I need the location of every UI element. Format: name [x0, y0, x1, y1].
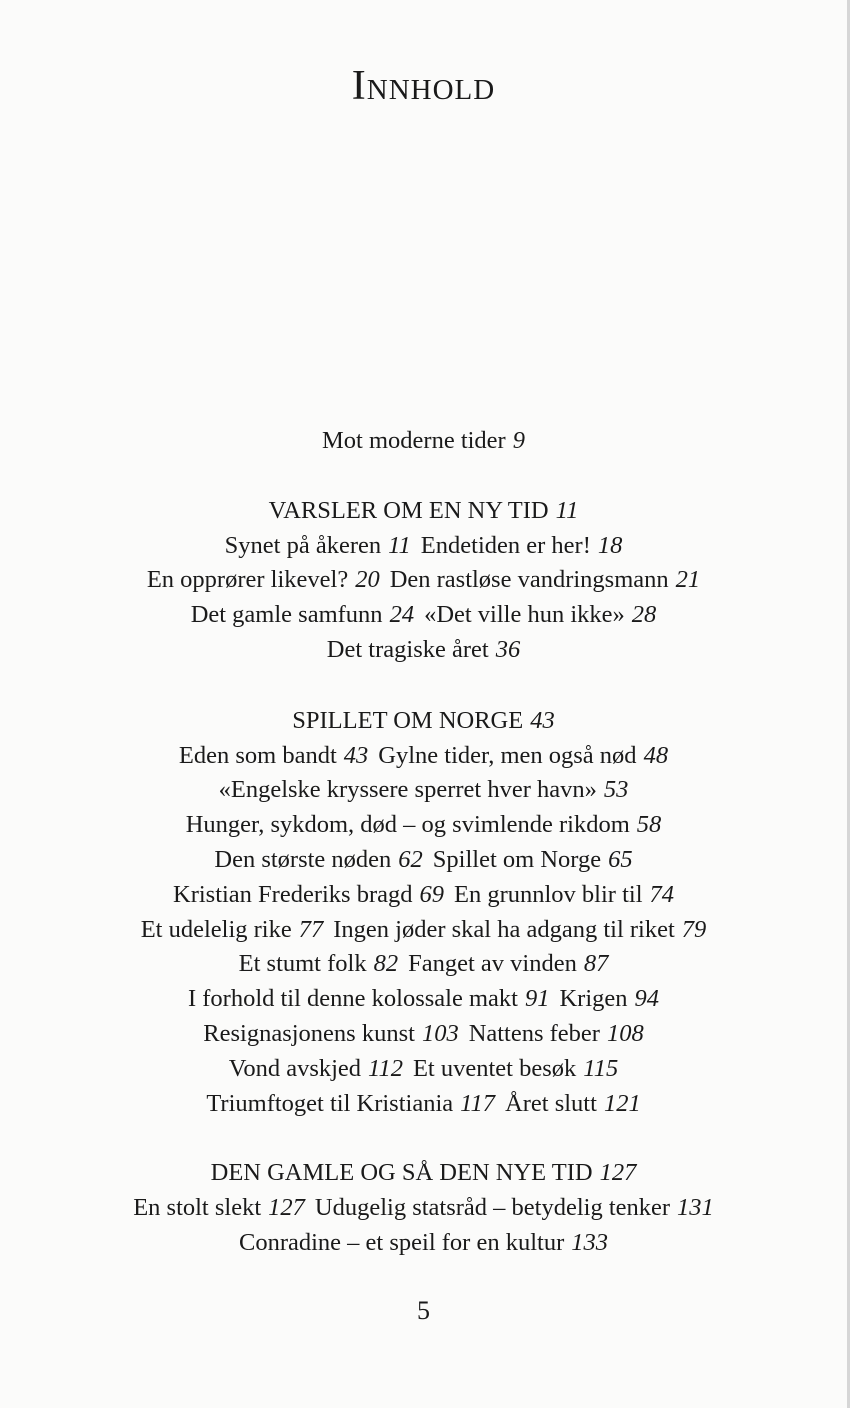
toc-entry-title: En stolt slekt	[133, 1194, 262, 1222]
section-page: 11	[555, 496, 579, 524]
toc-line	[0, 808, 847, 843]
toc-line	[0, 982, 847, 1017]
toc-line	[0, 739, 847, 774]
toc-entry-page: 18	[597, 531, 623, 559]
toc-entry-page: 87	[583, 950, 609, 978]
toc-line	[0, 913, 847, 948]
toc-entry-title: Mot moderne tider	[322, 427, 506, 454]
toc-entry-page: 28	[631, 601, 657, 629]
toc-entry-title: Endetiden er her!	[420, 531, 591, 559]
toc-entry-title: Et uventet besøk	[412, 1054, 577, 1082]
toc-line	[0, 947, 847, 982]
toc-entry-page: 133	[571, 1228, 608, 1256]
toc-line	[0, 529, 847, 564]
toc-entry-page: 79	[681, 915, 707, 943]
toc-intro-line	[0, 424, 847, 459]
toc-entry-page: 20	[355, 566, 380, 594]
toc-line	[0, 1052, 847, 1087]
toc-entry-title: Kristian Frederiks bragd	[173, 880, 413, 908]
toc-entry-page: 21	[675, 566, 701, 594]
page-title: Innhold	[351, 63, 496, 109]
toc-entry-page: 36	[495, 635, 521, 663]
toc-entry-page: 74	[649, 880, 674, 908]
toc-entry-title: Eden som bandt	[178, 741, 337, 769]
toc-section-heading	[0, 704, 847, 739]
toc-line	[0, 1191, 847, 1226]
toc-entry-page: 48	[643, 741, 669, 769]
toc-entry-title: Synet på åkeren	[224, 531, 382, 559]
toc-entry-page: 121	[603, 1089, 641, 1117]
page-number: 5	[417, 1296, 430, 1325]
section-page: 43	[530, 706, 555, 734]
toc-entry-title: Året slutt	[505, 1089, 597, 1117]
toc-entry-title: Vond avskjed	[228, 1054, 362, 1082]
toc-section-0	[0, 494, 847, 668]
toc-entry-title: «Det ville hun ikke»	[424, 601, 625, 629]
toc-section-heading	[0, 494, 847, 529]
toc-entry-title: Conradine – et speil for en kultur	[239, 1228, 565, 1256]
section-page: 127	[599, 1159, 637, 1187]
toc-entry-title: Fanget av vinden	[408, 950, 577, 978]
table-of-contents	[0, 424, 847, 1261]
toc-entry-title: «Engelske kryssere sperret hver havn»	[218, 776, 597, 804]
toc-entry-page: 65	[608, 845, 633, 873]
toc-entry-title: Gylne tider, men også nød	[378, 741, 637, 769]
section-title: SPILLET OM NORGE	[292, 706, 524, 734]
toc-entry-title: Triumftoget til Kristiania	[206, 1089, 454, 1117]
section-title: DEN GAMLE OG SÅ DEN NYE TID	[210, 1159, 593, 1187]
toc-entry-page: 77	[298, 915, 324, 943]
toc-entry-page: 58	[636, 811, 662, 839]
toc-entry-page: 117	[460, 1089, 496, 1117]
toc-section-heading	[0, 1156, 847, 1191]
toc-entry-title: Ingen jøder skal ha adgang til riket	[333, 915, 675, 943]
toc-entry-page: 94	[634, 985, 660, 1013]
toc-section-2	[0, 1156, 847, 1260]
toc-entry-title: Et stumt folk	[238, 950, 367, 978]
toc-line	[0, 843, 847, 878]
toc-entry-title: Hunger, sykdom, død – og svimlende rikdom	[185, 811, 630, 839]
toc-line	[0, 1017, 847, 1052]
toc-entry-title: Den største nøden	[214, 845, 392, 873]
toc-entry-title: Udugelig statsråd – betydelig tenker	[314, 1194, 671, 1222]
toc-entry-page: 131	[677, 1194, 714, 1222]
toc-entry-title: Den rastløse vandringsmann	[389, 566, 669, 594]
toc-entry-page: 127	[268, 1194, 305, 1222]
toc-entry-page: 112	[368, 1054, 403, 1082]
toc-entry-title: Krigen	[559, 985, 628, 1013]
toc-entry-page: 24	[389, 601, 415, 629]
toc-entry-page: 53	[603, 776, 629, 804]
toc-entry-page: 69	[419, 880, 444, 908]
toc-entry-page: 43	[343, 741, 369, 769]
toc-line	[0, 773, 847, 808]
toc-entry-title: Nattens feber	[468, 1019, 600, 1047]
toc-entry-page: 103	[421, 1019, 459, 1047]
toc-line	[0, 598, 847, 633]
toc-entry-page: 9	[512, 427, 525, 454]
toc-entry-page: 62	[398, 845, 423, 873]
toc-line	[0, 563, 847, 598]
toc-line	[0, 633, 847, 668]
toc-entry-title: Et udelelig rike	[140, 915, 292, 943]
toc-entry-title: En grunnlov blir til	[454, 880, 643, 908]
toc-entry-title: Resignasjonens kunst	[203, 1019, 415, 1047]
toc-line	[0, 1226, 847, 1261]
toc-entry-page: 11	[388, 531, 411, 559]
toc-line	[0, 878, 847, 913]
toc-entry-page: 115	[583, 1054, 619, 1082]
toc-entry-title: I forhold til denne kolossale makt	[187, 985, 518, 1013]
toc-entry-page: 91	[524, 985, 550, 1013]
section-title: VARSLER OM EN NY TID	[268, 496, 549, 524]
toc-entry-title: En opprører likevel?	[146, 566, 349, 594]
toc-line	[0, 1087, 847, 1122]
toc-entry-page: 108	[606, 1019, 644, 1047]
toc-entry-title: Det gamle samfunn	[190, 601, 383, 629]
toc-entry-title: Spillet om Norge	[432, 845, 602, 873]
toc-section-1	[0, 704, 847, 1122]
toc-entry-page: 82	[373, 950, 399, 978]
toc-entry-title: Det tragiske året	[326, 635, 489, 663]
